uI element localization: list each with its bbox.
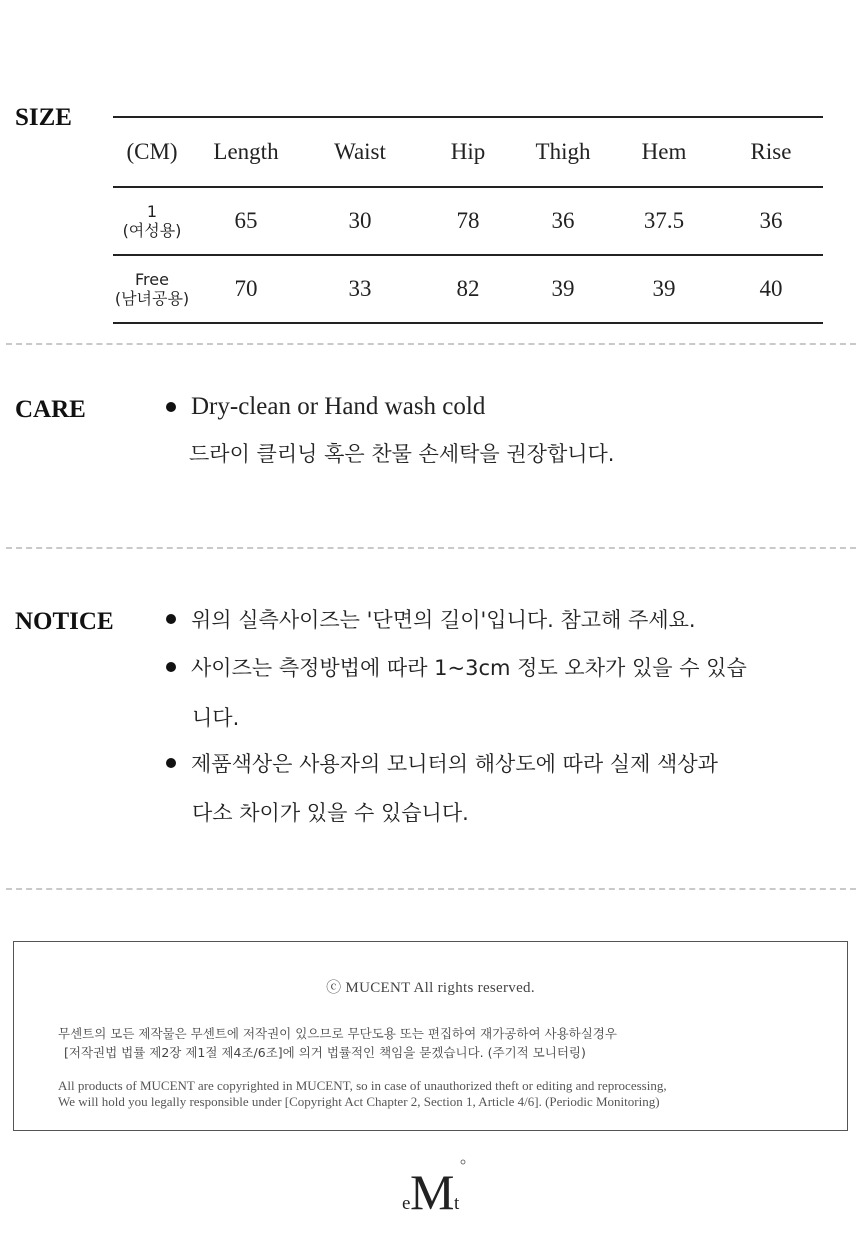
- hem-value: 39: [652, 276, 676, 301]
- table-bottom-rule: [113, 322, 823, 324]
- table-header-row: [113, 118, 823, 186]
- copyright-korean-line: [저작권법 법률 제2장 제1절 제4조/6조]에 의거 법률적인 책임을 묻겠습니다. (주기적 모니터링): [64, 1045, 586, 1060]
- waist-value: 33: [348, 276, 372, 301]
- care-english-text: Dry-clean or Hand wash cold: [191, 393, 486, 420]
- care-item: [166, 393, 485, 421]
- size-name: 1: [146, 202, 158, 221]
- table-row: [113, 256, 823, 322]
- notice-item: [166, 748, 718, 778]
- copyright-title: ⓒ MUCENT All rights reserved.: [326, 980, 535, 996]
- waist-value: 30: [348, 208, 372, 233]
- logo-letter-e: e: [402, 1193, 411, 1214]
- hem-value: 37.5: [643, 208, 685, 233]
- care-heading: CARE: [15, 396, 86, 423]
- thigh-value: 36: [551, 208, 575, 233]
- size-name: Free: [135, 270, 169, 289]
- logo-letter-t: t: [454, 1193, 460, 1214]
- size-label: [113, 202, 191, 240]
- size-heading: SIZE: [15, 104, 72, 131]
- copyright-korean-line: 무센트의 모든 제작물은 무센트에 저작권이 있으므로 무단도용 또는 편집하여 재가공하여 사용하실경우: [58, 1026, 617, 1041]
- length-value: 65: [234, 208, 258, 233]
- care-korean-text: 드라이 클리닝 혹은 찬물 손세탁을 권장합니다.: [189, 442, 615, 466]
- rise-value: 40: [759, 276, 783, 301]
- thigh-value: 39: [551, 276, 575, 301]
- notice-heading: NOTICE: [15, 608, 114, 635]
- size-note: (여성용): [122, 221, 182, 240]
- header-waist: Waist: [334, 139, 386, 164]
- copyright-english-line: We will hold you legally responsible under [Copyright Act Chapter 2, Section 1, Article 4/6]. (Periodic Monitoring): [58, 1094, 660, 1109]
- size-label: [113, 270, 191, 308]
- notice-text: 제품색상은 사용자의 모니터의 해상도에 따라 실제 색상과: [191, 752, 718, 776]
- notice-text-continued: 니다.: [192, 706, 240, 730]
- notice-text-continued: 다소 차이가 있을 수 있습니다.: [192, 801, 469, 825]
- section-divider: [6, 343, 856, 345]
- copyright-english-line: All products of MUCENT are copyrighted in MUCENT, so in case of unauthorized theft or editing and reprocessing,: [58, 1078, 667, 1093]
- brand-logo: [396, 1152, 476, 1222]
- length-value: 70: [234, 276, 258, 301]
- hip-value: 78: [456, 208, 480, 233]
- notice-item: [166, 604, 696, 634]
- table-row: [113, 188, 823, 254]
- bullet-icon: [166, 402, 176, 412]
- header-hip: Hip: [450, 139, 486, 164]
- size-table: [113, 116, 823, 324]
- logo-letter-m: M: [410, 1164, 455, 1220]
- bullet-icon: [166, 614, 176, 624]
- copyright-box: [13, 941, 848, 1131]
- bullet-icon: [166, 758, 176, 768]
- notice-text: 사이즈는 측정방법에 따라 1~3cm 정도 오차가 있을 수 있습: [191, 656, 747, 680]
- header-thigh: Thigh: [535, 139, 591, 164]
- header-unit: (CM): [126, 139, 178, 164]
- section-divider: [6, 888, 856, 890]
- header-rise: Rise: [750, 139, 792, 164]
- bullet-icon: [166, 662, 176, 672]
- header-hem: Hem: [641, 139, 687, 164]
- section-divider: [6, 547, 856, 549]
- notice-item: [166, 652, 747, 682]
- notice-text: 위의 실측사이즈는 '단면의 길이'입니다. 참고해 주세요.: [191, 608, 696, 632]
- size-note: (남녀공용): [114, 289, 190, 308]
- hip-value: 82: [456, 276, 480, 301]
- header-length: Length: [213, 139, 279, 164]
- rise-value: 36: [759, 208, 783, 233]
- logo-ring-icon: [461, 1160, 465, 1164]
